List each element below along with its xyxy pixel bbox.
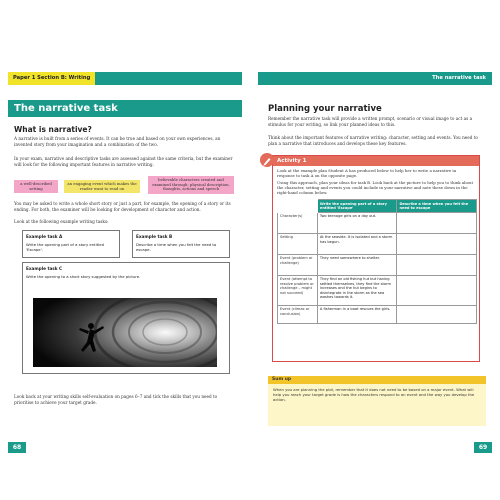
page-number-right: 69 xyxy=(474,442,492,453)
table-row xyxy=(278,275,477,305)
left-header-bar xyxy=(8,72,242,85)
table-row xyxy=(278,254,477,275)
left-paragraph-2: In your exam, narrative and descriptive tasks are assessed against the same criteria, but the examiner will look for the following important features in narrative writing. xyxy=(14,156,233,167)
row-task-b[interactable] xyxy=(397,275,477,305)
left-paragraph-3: You may be asked to write a whole short story or just a part, for example, the opening of a story or its ending. For both, the examiner will be looking for development of character and action. xyxy=(14,201,231,212)
row-task-a: At the seaside. It is isolated and a storm has begun. xyxy=(317,233,397,254)
section-tab: Paper 1 Section B: Writing xyxy=(8,72,95,85)
row-task-b[interactable] xyxy=(397,212,477,233)
feature-event: an engaging event which makes the reader want to read on xyxy=(64,180,140,193)
plan-table xyxy=(277,199,477,324)
row-task-a: They find an old fishing hut but having settled themselves, they find the storm increases and the hut begins to disintegrate in the storm as the sea washes towards it. xyxy=(317,275,397,305)
example-task-b xyxy=(132,230,230,258)
sum-up-body: When you are planning the plot, remember that it does not need to be based on a major event. What will help you reach your target grade is how the characters respond to an event and the way you develop the action. xyxy=(273,387,475,402)
row-task-b[interactable] xyxy=(397,233,477,254)
row-task-a: They need somewhere to shelter. xyxy=(317,254,397,275)
row-label: Character(s) xyxy=(278,212,318,233)
activity-intro-1: Look at the example plan Student A has produced below to help her to write a narrative in response to task A on the opposite page. xyxy=(277,168,457,178)
sum-up-box xyxy=(268,376,486,426)
header-task-b: Describe a time when you felt the need to escape xyxy=(397,200,477,213)
left-paragraph-1: A narrative is built from a series of events. It can be true and based on your own experiences, an invented story from your imagination and a combination of the two. xyxy=(14,136,221,147)
right-header-bar xyxy=(258,72,492,85)
plan-table-header xyxy=(278,200,477,213)
example-task-a xyxy=(22,230,120,258)
sum-up-title: Sum up xyxy=(268,376,486,384)
right-paragraph-1: Remember the narrative task will provide a written prompt, scenario or visual image to act as a stimulus for your writing, so link your planned ideas to this. xyxy=(268,116,473,127)
left-heading: What is narrative? xyxy=(14,125,92,134)
row-label: Setting xyxy=(278,233,318,254)
task-c-title: Example task C xyxy=(26,266,63,271)
right-paragraph-2: Think about the important features of narrative writing: character, setting and events. You need to plan a narrative that introduces and develops these key features. xyxy=(268,135,478,146)
row-label: Event (attempt to resolve problem or challenge – might not succeed) xyxy=(278,275,318,305)
task-a-body: Write the opening part of a story entitled 'Escape'. xyxy=(26,242,104,252)
tunnel-image-icon xyxy=(33,298,217,367)
row-task-a: A fisherman in a boat rescues the girls. xyxy=(317,305,397,323)
task-c-body: Write the opening to a short story suggested by the picture. xyxy=(26,274,141,279)
pencil-icon xyxy=(260,153,274,167)
row-task-b[interactable] xyxy=(397,305,477,323)
left-footer-text: Look back at your writing skills self-evaluation on pages 6–7 and tick the skills that you need to prioritise to achieve your target grade. xyxy=(14,394,218,405)
left-paragraph-4: Look at the following example writing tasks: xyxy=(14,219,109,224)
feature-characters: believable characters created and examined through: physical description, thoughts, actions and speech xyxy=(148,176,234,194)
row-task-a: Two teenage girls on a day out. xyxy=(317,212,397,233)
task-a-title: Example task A xyxy=(26,234,63,239)
activity-intro-2: Using this approach, plan your ideas for task B. Look back at the picture to help you to think about the character, setting and events you could include in your narrative and note these down in the right-hand column below. xyxy=(277,180,474,195)
header-task-a: Write the opening part of a story entitled 'Escape' xyxy=(317,200,397,213)
table-row xyxy=(278,305,477,323)
header-blank xyxy=(278,200,318,213)
right-header-title: The narrative task xyxy=(432,75,486,81)
right-heading: Planning your narrative xyxy=(268,104,382,114)
activity-title: Activity 1 xyxy=(273,156,479,166)
row-label: Event (problem or challenge) xyxy=(278,254,318,275)
row-label: Event (climax or conclusion) xyxy=(278,305,318,323)
tunnel-photo xyxy=(33,298,217,367)
page-title: The narrative task xyxy=(8,100,242,117)
task-b-title: Example task B xyxy=(136,234,173,239)
table-row xyxy=(278,212,477,233)
row-task-b[interactable] xyxy=(397,254,477,275)
feature-setting: a well-described setting xyxy=(14,180,58,193)
activity-box xyxy=(272,155,480,362)
task-b-body: Describe a time when you felt the need to escape. xyxy=(136,242,217,252)
page-number-left: 68 xyxy=(8,442,26,453)
table-row xyxy=(278,233,477,254)
